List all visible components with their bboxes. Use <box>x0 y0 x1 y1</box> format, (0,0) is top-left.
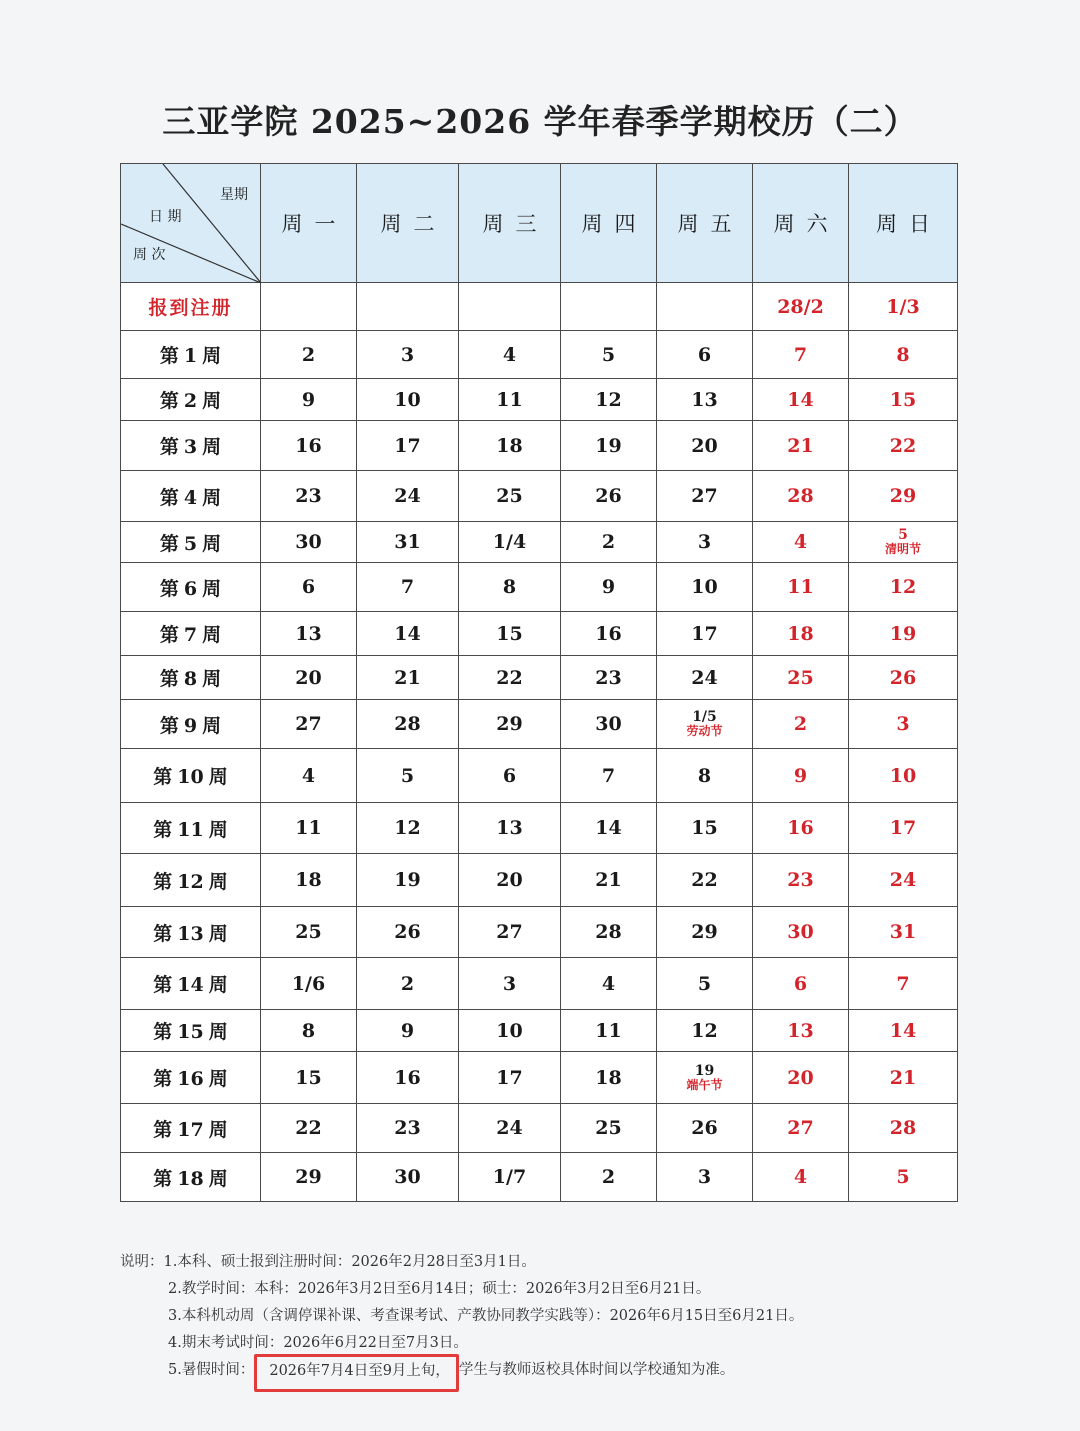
week-label-prefix: 第 <box>153 922 173 945</box>
holiday-name: 端午节 <box>686 1077 723 1092</box>
day-cell-tue: 28 <box>357 700 459 749</box>
week-label-prefix: 第 <box>153 1068 173 1090</box>
day-cell-sat: 28 <box>753 471 849 522</box>
day-cell-mon: 16 <box>261 421 357 471</box>
week-label-number: 5 <box>183 532 198 555</box>
day-cell-mon: 6 <box>261 563 357 612</box>
week-label-prefix: 第 <box>159 624 179 646</box>
day-cell-wed: 29 <box>459 700 561 749</box>
day-cell-tue: 21 <box>357 656 459 700</box>
day-cell-fri: 10 <box>657 563 753 612</box>
day-cell-sat: 4 <box>753 522 849 563</box>
week-label-suffix: 周 <box>208 1021 228 1043</box>
holiday-cell-content <box>657 1064 752 1091</box>
day-cell-thu: 25 <box>561 1104 657 1153</box>
day-cell-sat: 18 <box>753 612 849 656</box>
week-label-prefix: 第 <box>153 766 173 788</box>
notes-section <box>120 1252 1020 1387</box>
day-cell-sun: 8 <box>849 331 958 379</box>
week-label-number: 10 <box>177 766 204 788</box>
day-cell-thu: 30 <box>561 700 657 749</box>
day-cell-wed: 20 <box>459 854 561 907</box>
week-row <box>121 522 958 563</box>
week-row <box>121 907 958 958</box>
week-label-number: 6 <box>183 577 198 600</box>
week-label-suffix: 周 <box>202 532 222 555</box>
registration-cell-mon <box>261 283 357 331</box>
week-label <box>121 612 261 656</box>
day-cell-sun: 26 <box>849 656 958 700</box>
holiday-cell-content <box>849 528 957 555</box>
day-cell-fri: 29 <box>657 907 753 958</box>
week-label-suffix: 周 <box>202 668 222 690</box>
day-cell-sun: 19 <box>849 612 958 656</box>
header-day-sun: 周日 <box>849 164 958 283</box>
week-label-suffix: 周 <box>208 1167 228 1190</box>
header-day-wed: 周三 <box>459 164 561 283</box>
registration-row <box>121 283 958 331</box>
week-label <box>121 803 261 854</box>
day-cell-wed: 27 <box>459 907 561 958</box>
day-cell-thu: 12 <box>561 379 657 421</box>
day-cell-fri: 20 <box>657 421 753 471</box>
day-cell-wed: 1/7 <box>459 1153 561 1202</box>
day-cell-fri: 13 <box>657 379 753 421</box>
day-cell-mon: 4 <box>261 749 357 803</box>
week-label-number: 17 <box>177 1118 204 1141</box>
week-label-suffix: 周 <box>202 390 222 412</box>
day-cell-tue: 19 <box>357 854 459 907</box>
week-label-number: 11 <box>177 818 204 841</box>
day-cell-wed: 6 <box>459 749 561 803</box>
week-label <box>121 331 261 379</box>
day-cell-mon: 2 <box>261 331 357 379</box>
day-cell-tue: 16 <box>357 1052 459 1104</box>
note-line: 4.期末考试时间：2026年6月22日至7月3日。 <box>168 1335 468 1351</box>
day-cell-thu: 19 <box>561 421 657 471</box>
day-cell-tue: 14 <box>357 612 459 656</box>
day-cell-mon: 1/6 <box>261 958 357 1010</box>
day-cell-mon: 15 <box>261 1052 357 1104</box>
header-day-tue: 周二 <box>357 164 459 283</box>
week-label <box>121 1052 261 1104</box>
week-label-suffix: 周 <box>202 436 222 458</box>
week-label <box>121 656 261 700</box>
day-cell-sat: 20 <box>753 1052 849 1104</box>
day-cell-fri: 6 <box>657 331 753 379</box>
day-cell-mon: 25 <box>261 907 357 958</box>
day-cell-thu: 7 <box>561 749 657 803</box>
week-row <box>121 803 958 854</box>
week-label <box>121 471 261 522</box>
week-label-number: 3 <box>183 436 198 458</box>
week-label <box>121 958 261 1010</box>
week-label-suffix: 周 <box>202 624 222 646</box>
week-label-suffix: 周 <box>208 974 228 996</box>
day-cell-sun: 24 <box>849 854 958 907</box>
header-day-mon: 周一 <box>261 164 357 283</box>
day-cell-tue: 5 <box>357 749 459 803</box>
week-label-prefix: 第 <box>159 668 179 690</box>
registration-cell-fri <box>657 283 753 331</box>
day-cell-wed: 22 <box>459 656 561 700</box>
day-cell-wed: 24 <box>459 1104 561 1153</box>
week-label <box>121 907 261 958</box>
day-cell-fri <box>657 1052 753 1104</box>
day-cell-mon: 18 <box>261 854 357 907</box>
day-number: 1/5 <box>692 709 717 726</box>
week-row <box>121 421 958 471</box>
week-label <box>121 700 261 749</box>
week-label-prefix: 第 <box>153 1118 173 1141</box>
week-label-number: 13 <box>177 922 204 945</box>
day-cell-sat: 21 <box>753 421 849 471</box>
week-row <box>121 379 958 421</box>
week-label-prefix: 第 <box>159 714 179 737</box>
day-cell-mon: 29 <box>261 1153 357 1202</box>
day-cell-wed: 18 <box>459 421 561 471</box>
day-cell-thu: 28 <box>561 907 657 958</box>
day-cell-tue: 31 <box>357 522 459 563</box>
day-cell-wed: 4 <box>459 331 561 379</box>
diagonal-lines <box>121 164 261 283</box>
day-cell-sat: 16 <box>753 803 849 854</box>
note-line-summer <box>120 1360 1020 1387</box>
day-cell-sat: 25 <box>753 656 849 700</box>
day-cell-sat: 7 <box>753 331 849 379</box>
registration-label: 报到注册 <box>121 283 261 331</box>
day-cell-tue: 23 <box>357 1104 459 1153</box>
day-cell-sun: 22 <box>849 421 958 471</box>
day-cell-sat: 23 <box>753 854 849 907</box>
day-cell-mon: 13 <box>261 612 357 656</box>
week-label-suffix: 周 <box>208 1068 228 1090</box>
week-label <box>121 1104 261 1153</box>
week-label-prefix: 第 <box>153 818 173 841</box>
holiday-name: 劳动节 <box>686 724 723 739</box>
week-row <box>121 331 958 379</box>
day-cell-wed: 1/4 <box>459 522 561 563</box>
day-cell-wed: 17 <box>459 1052 561 1104</box>
week-row <box>121 1104 958 1153</box>
day-cell-mon: 8 <box>261 1010 357 1052</box>
week-label <box>121 522 261 563</box>
day-cell-fri: 3 <box>657 522 753 563</box>
day-cell-fri: 24 <box>657 656 753 700</box>
day-cell-fri: 22 <box>657 854 753 907</box>
note-line: 3.本科机动周（含调停课补课、考查课考试、产教协同教学实践等）：2026年6月15日至6月21日。 <box>168 1308 804 1324</box>
week-label-prefix: 第 <box>159 390 179 412</box>
week-label <box>121 421 261 471</box>
day-cell-thu: 2 <box>561 1153 657 1202</box>
day-cell-tue: 2 <box>357 958 459 1010</box>
day-cell-wed: 13 <box>459 803 561 854</box>
week-label-suffix: 周 <box>202 577 222 600</box>
day-cell-mon: 27 <box>261 700 357 749</box>
header-day-sat: 周六 <box>753 164 849 283</box>
day-cell-mon: 9 <box>261 379 357 421</box>
day-cell-sun: 17 <box>849 803 958 854</box>
week-label-suffix: 周 <box>208 818 228 841</box>
day-cell-thu: 9 <box>561 563 657 612</box>
registration-cell-tue <box>357 283 459 331</box>
day-cell-sat: 2 <box>753 700 849 749</box>
registration-cell-wed <box>459 283 561 331</box>
page-title: 三亚学院 2025~2026 学年春季学期校历（二） <box>162 102 918 141</box>
day-cell-fri: 5 <box>657 958 753 1010</box>
week-label-number: 16 <box>177 1068 204 1090</box>
header-day-fri: 周五 <box>657 164 753 283</box>
week-label-prefix: 第 <box>153 974 173 996</box>
day-cell-sat: 4 <box>753 1153 849 1202</box>
day-cell-mon: 11 <box>261 803 357 854</box>
day-number: 5 <box>898 527 908 544</box>
day-cell-fri: 15 <box>657 803 753 854</box>
diag-label-date: 日 期 <box>149 209 182 225</box>
registration-cell-sat: 28/2 <box>753 283 849 331</box>
week-label-prefix: 第 <box>159 577 179 600</box>
day-cell-tue: 30 <box>357 1153 459 1202</box>
week-label-number: 7 <box>183 624 198 646</box>
registration-cell-thu <box>561 283 657 331</box>
week-row <box>121 656 958 700</box>
week-label-prefix: 第 <box>159 436 179 458</box>
day-cell-thu: 14 <box>561 803 657 854</box>
highlight-box: 2026年7月4日至9月上旬， <box>254 1354 459 1392</box>
week-label-prefix: 第 <box>159 486 179 509</box>
week-label-number: 4 <box>183 486 198 509</box>
day-cell-sat: 27 <box>753 1104 849 1153</box>
holiday-name: 清明节 <box>884 542 921 557</box>
day-cell-thu: 5 <box>561 331 657 379</box>
calendar-table <box>120 163 958 1202</box>
week-row <box>121 1153 958 1202</box>
week-row <box>121 1010 958 1052</box>
header-corner-cell <box>121 164 261 283</box>
day-cell-wed: 10 <box>459 1010 561 1052</box>
calendar-body <box>121 283 958 1202</box>
day-cell-sat: 9 <box>753 749 849 803</box>
day-cell-tue: 7 <box>357 563 459 612</box>
week-label-number: 14 <box>177 974 204 996</box>
week-label-number: 12 <box>177 870 204 893</box>
note-summer-suffix: 学生与教师返校具体时间以学校通知为准。 <box>458 1362 735 1378</box>
week-row <box>121 1052 958 1104</box>
day-cell-fri: 3 <box>657 1153 753 1202</box>
note-line: 2.教学时间：本科：2026年3月2日至6月14日；硕士：2026年3月2日至6月21日。 <box>168 1281 711 1297</box>
week-label-suffix: 周 <box>202 714 222 737</box>
day-cell-tue: 24 <box>357 471 459 522</box>
week-label-number: 2 <box>183 390 198 412</box>
day-cell-fri: 26 <box>657 1104 753 1153</box>
week-row <box>121 700 958 749</box>
day-cell-fri: 27 <box>657 471 753 522</box>
day-cell-fri <box>657 700 753 749</box>
day-cell-sun <box>849 522 958 563</box>
day-cell-sun: 7 <box>849 958 958 1010</box>
day-cell-wed: 11 <box>459 379 561 421</box>
registration-cell-sun: 1/3 <box>849 283 958 331</box>
day-cell-mon: 22 <box>261 1104 357 1153</box>
header-day-thu: 周四 <box>561 164 657 283</box>
day-cell-tue: 17 <box>357 421 459 471</box>
diag-label-week: 星期 <box>220 187 248 203</box>
day-cell-thu: 21 <box>561 854 657 907</box>
day-cell-sun: 29 <box>849 471 958 522</box>
week-label-suffix: 周 <box>208 1118 228 1141</box>
day-cell-tue: 9 <box>357 1010 459 1052</box>
day-cell-fri: 8 <box>657 749 753 803</box>
day-cell-tue: 3 <box>357 331 459 379</box>
day-cell-mon: 20 <box>261 656 357 700</box>
note-summer-prefix: 5.暑假时间： <box>168 1362 255 1378</box>
day-cell-thu: 2 <box>561 522 657 563</box>
day-cell-tue: 26 <box>357 907 459 958</box>
week-label <box>121 1153 261 1202</box>
week-label <box>121 379 261 421</box>
week-label-number: 1 <box>183 345 198 367</box>
day-cell-wed: 15 <box>459 612 561 656</box>
week-label-suffix: 周 <box>202 345 222 367</box>
day-cell-sun: 3 <box>849 700 958 749</box>
day-cell-mon: 30 <box>261 522 357 563</box>
day-cell-sun: 31 <box>849 907 958 958</box>
day-cell-fri: 12 <box>657 1010 753 1052</box>
day-cell-wed: 8 <box>459 563 561 612</box>
day-cell-thu: 23 <box>561 656 657 700</box>
week-label-suffix: 周 <box>208 766 228 788</box>
day-number: 19 <box>694 1062 715 1079</box>
week-row <box>121 749 958 803</box>
day-cell-tue: 10 <box>357 379 459 421</box>
day-cell-sun: 5 <box>849 1153 958 1202</box>
week-row <box>121 563 958 612</box>
day-cell-thu: 26 <box>561 471 657 522</box>
week-label-suffix: 周 <box>202 486 222 509</box>
week-row <box>121 958 958 1010</box>
day-cell-thu: 16 <box>561 612 657 656</box>
week-label <box>121 749 261 803</box>
day-cell-sun: 10 <box>849 749 958 803</box>
week-label <box>121 1010 261 1052</box>
day-cell-mon: 23 <box>261 471 357 522</box>
day-cell-sat: 11 <box>753 563 849 612</box>
day-cell-sun: 12 <box>849 563 958 612</box>
week-label <box>121 854 261 907</box>
day-cell-sat: 13 <box>753 1010 849 1052</box>
week-label-number: 8 <box>183 668 198 690</box>
week-label-suffix: 周 <box>208 922 228 945</box>
week-label-prefix: 第 <box>153 1167 173 1190</box>
week-label-number: 18 <box>177 1167 204 1190</box>
week-label-number: 9 <box>183 714 198 737</box>
week-row <box>121 854 958 907</box>
day-cell-sat: 6 <box>753 958 849 1010</box>
week-label-suffix: 周 <box>208 870 228 893</box>
week-row <box>121 612 958 656</box>
week-label-prefix: 第 <box>159 532 179 555</box>
day-cell-sun: 15 <box>849 379 958 421</box>
week-label-prefix: 第 <box>153 1021 173 1043</box>
diag-label-num: 周 次 <box>133 247 166 263</box>
day-cell-thu: 18 <box>561 1052 657 1104</box>
week-label-prefix: 第 <box>159 345 179 367</box>
day-cell-sun: 14 <box>849 1010 958 1052</box>
week-label-prefix: 第 <box>153 870 173 893</box>
day-cell-sun: 28 <box>849 1104 958 1153</box>
header-row <box>121 164 958 283</box>
week-label <box>121 563 261 612</box>
day-cell-sat: 14 <box>753 379 849 421</box>
day-cell-wed: 25 <box>459 471 561 522</box>
day-cell-thu: 11 <box>561 1010 657 1052</box>
day-cell-sat: 30 <box>753 907 849 958</box>
holiday-cell-content <box>657 710 752 737</box>
week-row <box>121 471 958 522</box>
note-line: 说明：1.本科、硕士报到注册时间：2026年2月28日至3月1日。 <box>120 1254 536 1270</box>
day-cell-wed: 3 <box>459 958 561 1010</box>
day-cell-fri: 17 <box>657 612 753 656</box>
week-label-number: 15 <box>177 1021 204 1043</box>
day-cell-thu: 4 <box>561 958 657 1010</box>
day-cell-tue: 12 <box>357 803 459 854</box>
day-cell-sun: 21 <box>849 1052 958 1104</box>
